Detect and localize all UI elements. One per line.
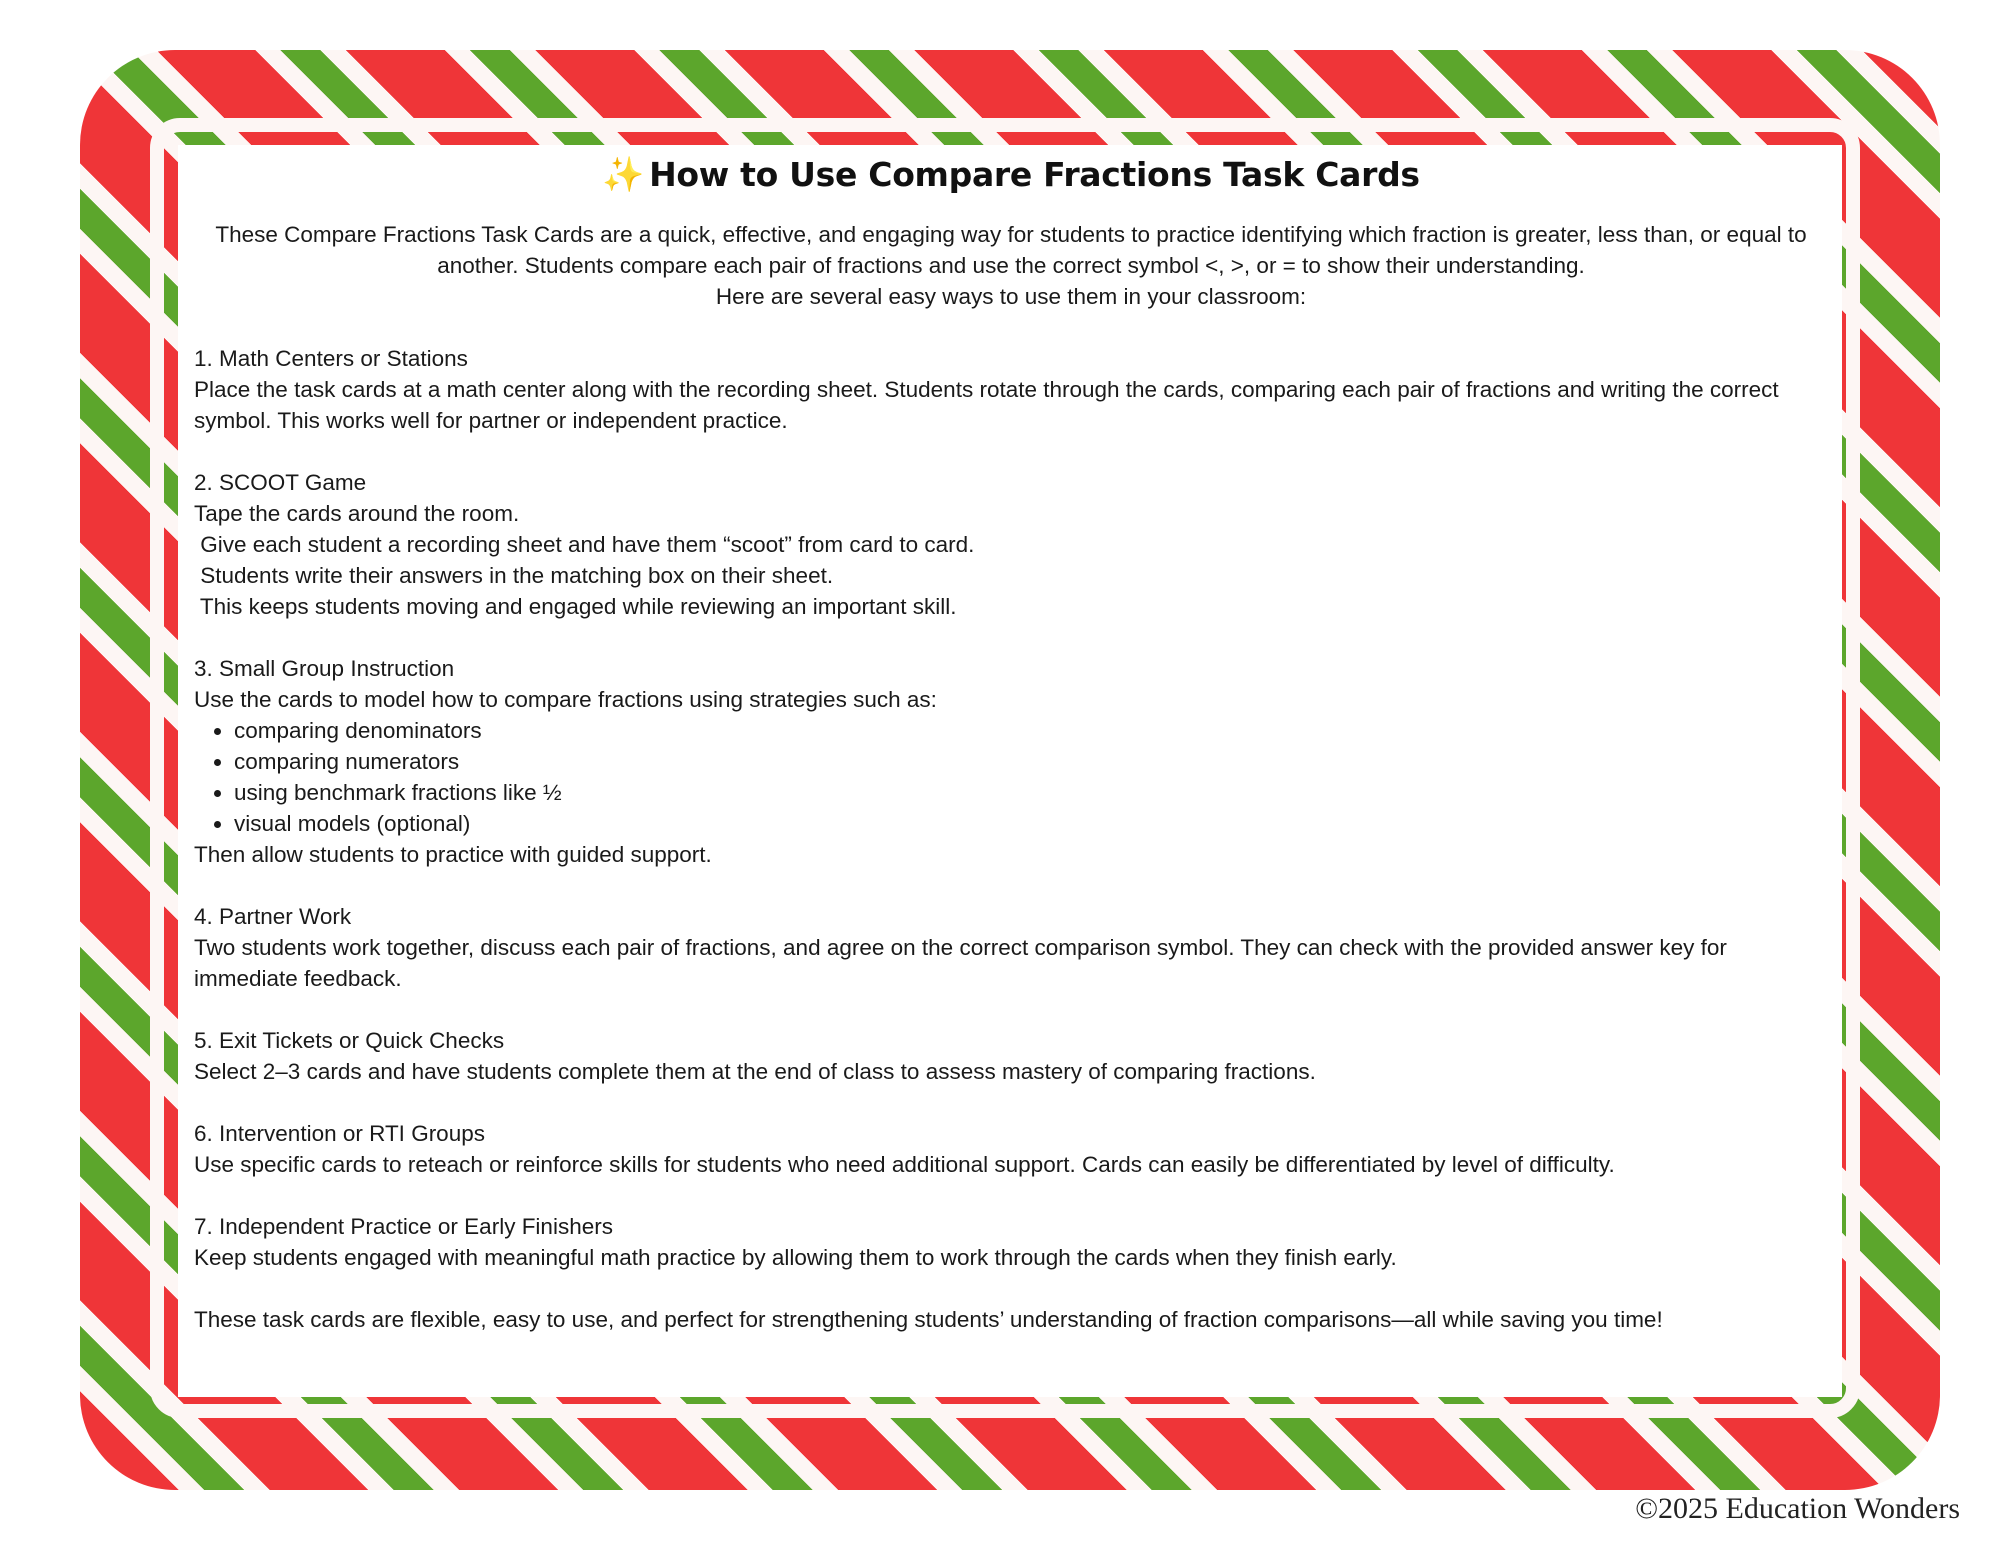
section-heading: 6. Intervention or RTI Groups xyxy=(194,1121,485,1147)
section-heading: 2. SCOOT Game xyxy=(194,470,367,496)
list-item: • comparing numerators xyxy=(234,746,1828,777)
content-panel xyxy=(178,145,1842,1397)
section-partner-work xyxy=(194,901,1828,994)
section-heading: 7. Independent Practice or Early Finishers xyxy=(194,1214,613,1240)
section-line: Tape the cards around the room. xyxy=(194,501,520,527)
sparkles-icon: ✨ xyxy=(602,156,645,194)
intro-lead-in: Here are several easy ways to use them in your classroom: xyxy=(715,284,1307,310)
list-item: • comparing denominators xyxy=(234,715,1828,746)
section-scoot-game xyxy=(194,467,1828,622)
section-heading: 1. Math Centers or Stations xyxy=(194,346,468,372)
section-independent-practice xyxy=(194,1211,1828,1273)
closing-paragraph: These task cards are flexible, easy to use, and perfect for strengthening students’ understanding of fraction comparisons—all while saving you time! xyxy=(194,1307,1663,1333)
intro xyxy=(194,219,1828,312)
closing xyxy=(194,1304,1828,1335)
section-heading: 5. Exit Tickets or Quick Checks xyxy=(194,1028,505,1054)
section-body: Keep students engaged with meaningful math practice by allowing them to work through the cards when they finish early. xyxy=(194,1245,1397,1271)
section-line: This keeps students moving and engaged while reviewing an important skill. xyxy=(194,594,957,620)
section-body: Two students work together, discuss each pair of fractions, and agree on the correct comparison symbol. They can check with the provided answer key for immediate feedback. xyxy=(194,935,1727,992)
section-math-centers xyxy=(194,343,1828,436)
strategy-list xyxy=(194,715,1828,839)
section-line: Students write their answers in the matching box on their sheet. xyxy=(194,563,834,589)
section-intervention xyxy=(194,1118,1828,1180)
section-body: Place the task cards at a math center along with the recording sheet. Students rotate through the cards, comparing each pair of fractions and writing the correct symbol. This works well for partner or independent practice. xyxy=(194,377,1779,434)
section-line: Use the cards to model how to compare fractions using strategies such as: xyxy=(194,687,937,713)
intro-paragraph: These Compare Fractions Task Cards are a quick, effective, and engaging way for students to practice identifying which fraction is greater, less than, or equal to another. Students compare each pair of fractions and use the correct symbol <, >, or = to show their understanding. xyxy=(215,222,1807,279)
title-row xyxy=(194,155,1828,195)
section-heading: 4. Partner Work xyxy=(194,904,352,930)
section-body: Use specific cards to reteach or reinforce skills for students who need additional support. Cards can easily be differentiated by level of difficulty. xyxy=(194,1152,1615,1178)
list-item: • using benchmark fractions like ½ xyxy=(234,777,1828,808)
list-item: • visual models (optional) xyxy=(234,808,1828,839)
section-line: Then allow students to practice with guided support. xyxy=(194,842,712,868)
section-line: Give each student a recording sheet and have them “scoot” from card to card. xyxy=(194,532,975,558)
page-title: How to Use Compare Fractions Task Cards xyxy=(649,155,1420,194)
copyright-notice: ©2025 Education Wonders xyxy=(1635,1492,1960,1525)
section-exit-tickets xyxy=(194,1025,1828,1087)
section-heading: 3. Small Group Instruction xyxy=(194,656,455,682)
section-small-group xyxy=(194,653,1828,870)
section-body: Select 2–3 cards and have students complete them at the end of class to assess mastery of comparing fractions. xyxy=(194,1059,1316,1085)
